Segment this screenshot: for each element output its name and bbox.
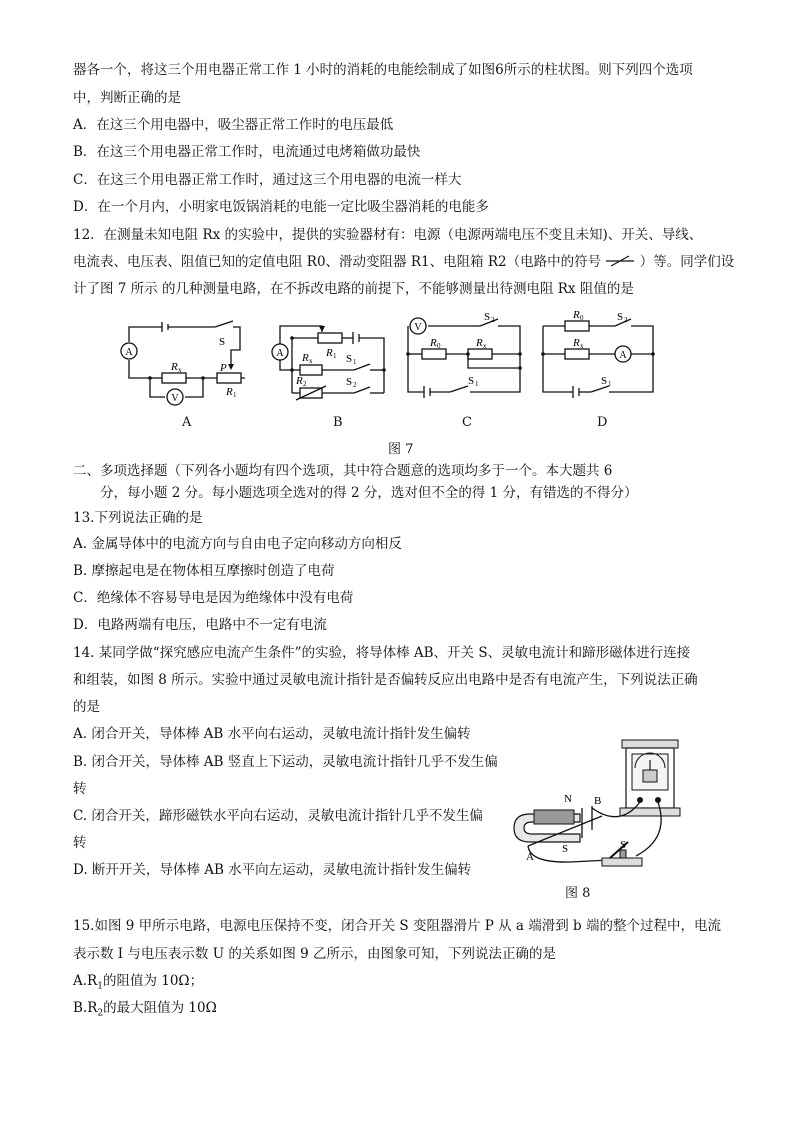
section2-heading-line1: 二、多项选择题（下列各小题均有四个选项，其中符合题意的选项均多于一个。本大题共 6 [73, 463, 613, 479]
switch-label: S [219, 336, 226, 348]
circuit-c-label: C [462, 415, 472, 430]
r2-label: R [296, 375, 303, 387]
circuit-d [535, 309, 665, 408]
q14-line3: 的是 [73, 699, 100, 715]
figure-8-caption: 图 8 [565, 886, 591, 901]
q15-option-a-text: 的阻值为 10Ω； [102, 973, 204, 989]
rx-label: R [171, 361, 178, 373]
circuit-d-label: D [597, 415, 608, 430]
r0-label: R [430, 337, 437, 349]
q13-option-d: D．电路两端有电压，电路中不一定有电流 [73, 617, 327, 633]
rx-sub: x [309, 357, 313, 365]
s1-label: S [601, 375, 608, 387]
q11-option-a: A．在这三个用电器中，吸尘器正常工作时的电压最低 [73, 117, 394, 133]
q12-line1: 12．在测量未知电阻 Rx 的实验中，提供的实验器材有：电源（电源两端电压不变且未知)、开关、导线、 [73, 227, 703, 243]
q14-line2: 和组装，如图 8 所示。实验中通过灵敏电流计指针是否偏转反应出电路中是否有电流产生，下列说法正确 [73, 672, 698, 688]
q14-option-a: A. 闭合开关，导体棒 AB 水平向右运动，灵敏电流计指针发生偏转 [73, 726, 471, 742]
r1-label: R [326, 347, 333, 359]
q13-stem: 13.下列说法正确的是 [73, 510, 203, 526]
conductor-b-label: B [594, 795, 602, 807]
p-label: P [220, 362, 227, 374]
switch-s-label: S [620, 839, 627, 851]
q15-option-a-sub: 1 [97, 981, 103, 992]
s2-sub: 2 [353, 381, 357, 389]
q11-option-d: D．在一个月内，小明家电饭锅消耗的电能一定比吸尘器消耗的电能多 [73, 199, 489, 215]
q14-line1: 14. 某同学做“探究感应电流产生条件”的实验，将导体棒 AB、开关 S、灵敏电流计和蹄形磁体进行连接 [73, 645, 691, 661]
s1-sub: 1 [608, 380, 612, 388]
q11-option-b: B．在这三个用电器正常工作时，电流通过电烤箱做功最快 [73, 144, 421, 160]
q13-option-b: B. 摩擦起电是在物体相互摩擦时创造了电荷 [73, 563, 335, 579]
rx-label: R [302, 352, 309, 364]
magnet-n-label: N [564, 793, 572, 805]
q11-line1: 器各一个，将这三个用电器正常工作 1 小时的消耗的电能绘制成了如图6所示的柱状图。则下列四个选项 [73, 62, 693, 78]
s1-sub: 1 [353, 358, 357, 366]
r0-label: R [573, 309, 580, 321]
s2-label: S [346, 376, 353, 388]
figure-8-apparatus [510, 738, 700, 878]
q12-line3: 计了图 7 所示 的几种测量电路，在不拆改电路的前提下，不能够测量出待测电阻 Rx 阻值的是 [73, 281, 634, 297]
circuit-b-label: B [333, 415, 343, 430]
circuit-c [400, 311, 530, 408]
q15-line2: 表示数 I 与电压表示数 U 的关系如图 9 乙所示，由图象可知，下列说法正确的是 [73, 946, 557, 962]
q15-option-b-text: 的最大阻值为 10Ω [103, 1000, 217, 1016]
figure-7-caption: 图 7 [388, 442, 414, 457]
q12-line2 [73, 254, 734, 270]
q15-option-a [73, 973, 203, 995]
q13-option-a: A. 金属导体中的电流方向与自由电子定向移动方向相反 [73, 536, 402, 552]
q14-option-b-line2: 转 [73, 781, 87, 797]
s2-sub: 2 [491, 316, 495, 324]
s1-label: S [346, 353, 353, 365]
ammeter-label: A [619, 350, 627, 361]
rx-label: R [573, 337, 580, 349]
ammeter-label: A [125, 347, 133, 358]
r0-sub: 0 [580, 314, 584, 322]
q14-option-d: D. 断开开关，导体棒 AB 水平向左运动，灵敏电流计指针发生偏转 [73, 862, 472, 878]
s1-label: S [468, 375, 475, 387]
q15-line1: 15.如图 9 甲所示电路，电源电压保持不变，闭合开关 S 变阻器滑片 P 从 a 端滑到 b 端的整个过程中，电流 [73, 918, 721, 934]
s2-sub: 2 [624, 316, 628, 324]
rx-sub: x [483, 342, 487, 350]
rx-label: R [476, 337, 483, 349]
q14-option-b-line1: B. 闭合开关，导体棒 AB 竖直上下运动，灵敏电流计指针几乎不发生偏 [73, 754, 498, 770]
q14-option-c-line1: C. 闭合开关，蹄形磁铁水平向右运动，灵敏电流计指针几乎不发生偏 [73, 808, 483, 824]
magnet-s-label: S [562, 843, 569, 855]
r1-label: R [226, 386, 233, 398]
q14-option-c-line2: 转 [73, 835, 87, 851]
voltmeter-label: V [414, 322, 422, 333]
r1-sub: 1 [233, 391, 237, 399]
q11-option-c: C．在这三个用电器正常工作时，通过这三个用电器的电流一样大 [73, 172, 462, 188]
s1-sub: 1 [475, 380, 479, 388]
horseshoe-magnet [514, 810, 580, 842]
s2-label: S [484, 311, 491, 323]
ammeter-label: A [276, 348, 284, 359]
q12-line2-text-a: 电流表、电压表、阻值已知的定值电阻 R0、滑动变阻器 R1、电阻箱 R2（电路中的符号 [73, 254, 602, 270]
circuit-a [115, 318, 255, 412]
q15-option-a-prefix: A.R [73, 973, 98, 989]
rx-sub: x [580, 342, 584, 350]
q12-line2-text-b: ）等。同学们设 [639, 254, 735, 270]
q15-option-b-sub: 2 [97, 1008, 104, 1019]
circuit-a-label: A [182, 415, 192, 430]
rx-sub: x [178, 366, 182, 374]
q15-option-b [73, 1000, 217, 1022]
rheostat-box-symbol-icon [605, 254, 635, 268]
q13-option-c: C．绝缘体不容易导电是因为绝缘体中没有电荷 [73, 590, 354, 606]
s2-label: S [617, 311, 624, 323]
r2-sub: 2 [303, 380, 307, 388]
voltmeter-label: V [171, 393, 179, 404]
galvanometer [620, 740, 680, 816]
section2-heading-line2: 分，每小题 2 分。每小题选项全选对的得 2 分，选对但不全的得 1 分，有错选的不得分） [100, 485, 638, 501]
q11-line2: 中，判断正确的是 [73, 90, 181, 106]
q15-option-b-prefix: B.R [73, 1000, 98, 1016]
circuit-b [266, 318, 396, 412]
r1-sub: 1 [333, 352, 337, 360]
conductor-a-label: A [526, 851, 534, 863]
r0-sub: 0 [437, 342, 441, 350]
